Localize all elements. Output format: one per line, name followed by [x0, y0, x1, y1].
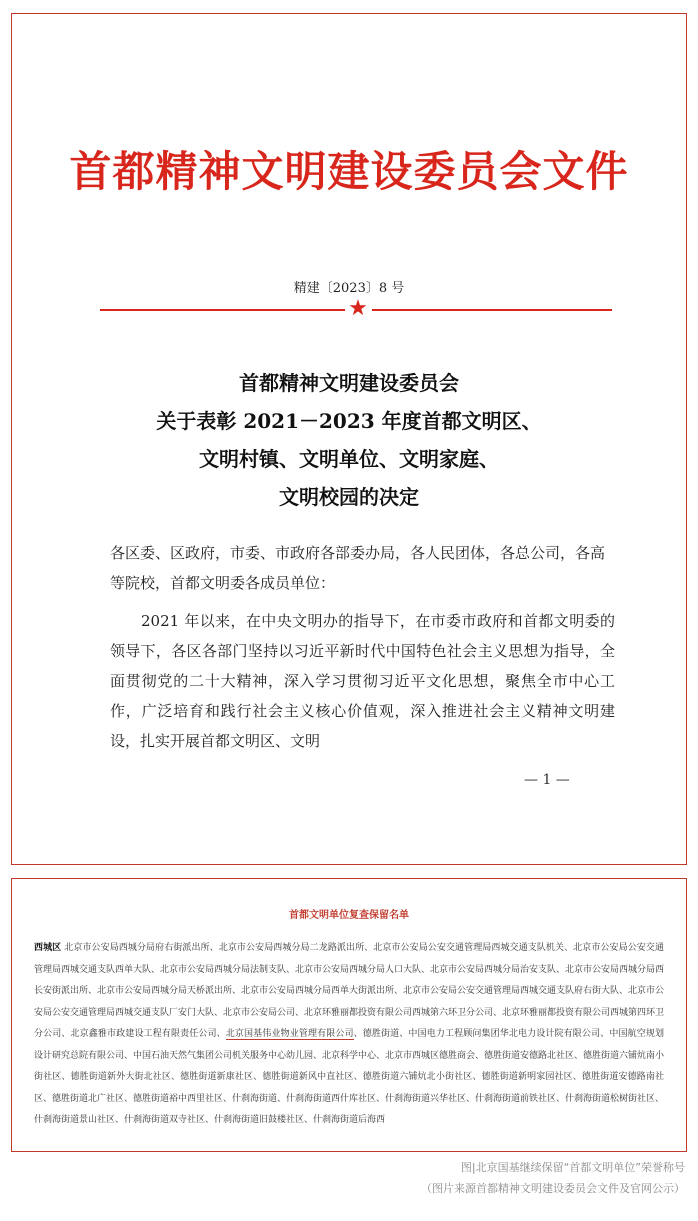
addressee-text: 各区委、区政府，市委、市政府各部委办局，各人民团体，各总公司，各高等院校，首都文明委各成员单位： [110, 544, 606, 592]
header-rule-right [372, 309, 612, 311]
decision-title-line: 首都精神文明建设委员会 [239, 371, 459, 395]
star-icon: ★ [348, 296, 368, 321]
honor-list-body [34, 938, 664, 1132]
highlighted-company: 北京国基伟业物业管理有限公司 [225, 1029, 354, 1039]
image-source-caption: （图片来源首都精神文明建设委员会文件及官网公示） [421, 1182, 685, 1195]
decision-title-line: 关于表彰 2021－2023 年度首都文明区、 [156, 409, 542, 433]
honor-list-title: 首都文明单位复查保留名单 [289, 910, 409, 921]
decision-title [12, 364, 686, 516]
honor-list-text: 北京市公安局西城分局府右街派出所、北京市公安局西城分局二龙路派出所、北京市公安局公安交通管理局西城交通支队机关、北京市公安局公安交通管理局西城交通支队西单大队、北京市公安局西城分局法制支队、北京市公安局西城分局人口大队、北京市公安局西城分局治安支队、北京市公安局西城分局西长安街派出所、北京市公安局西城分局天桥派出所、北京市公安局西城分局西单大街派出所、北京市公安局公安交通管理局西城交通支队府右街大队、北京市公安局公安交通管理局西城交通支队厂安门大队、北京市公安局公司、北京环雅丽都投资有限公司西城第六环卫分公司、北京环雅丽都投资有限公司西城第四环卫分公司、北京鑫雅市政建设工程有限责任公司、 [34, 943, 665, 1039]
page-number: — 1 — [524, 772, 570, 788]
document-header-title: 首都精神文明建设委员会文件 [69, 147, 629, 196]
decision-title-line: 文明村镇、文明单位、文明家庭、 [199, 447, 499, 471]
header-rule-left [100, 309, 345, 311]
body-paragraph: 2021 年以来，在中央文明办的指导下，在市委市政府和首都文明委的领导下，各区各部门坚持以习近平新时代中国特色社会主义思想为指导，全面贯彻党的二十大精神，深入学习贯彻习近平文化思想，聚焦全市中心工作，广泛培育和践行社会主义核心价值观，深入推进社会主义精神文明建设，扎实开展首都文明区、文明 [110, 612, 615, 750]
decision-title-line: 文明校园的决定 [279, 485, 419, 509]
honor-list-panel [11, 878, 687, 1152]
district-label: 西城区 [34, 943, 62, 953]
image-caption: 图|北京国基继续保留“首都文明单位”荣誉称号 [460, 1161, 685, 1174]
document-number: 精建〔2023〕8 号 [293, 281, 405, 296]
document-page [11, 13, 687, 865]
honor-list-text: 、德胜街道、中国电力工程顾问集团华北电力设计院有限公司、中国航空规划设计研究总院有限公司、中国石油天然气集团公司机关服务中心幼儿园、北京科学中心、北京市西城区德胜商会、德胜街道安德路北社区、德胜街道六铺炕南小街社区、德胜街道新外大街北社区、德胜街道新康社区、德胜街道新风中直社区、德胜街道六铺炕北小街社区、德胜街道新明家园社区、德胜街道安德路南社区、德胜街道北广社区、德胜街道裕中西里社区、什刹海街道、什刹海街道西什库社区、什刹海街道兴华社区、什刹海街道前铁社区、什刹海街道松树街社区、什刹海街道景山社区、什刹海街道双寺社区、什刹海街道旧鼓楼社区、什刹海街道后海西 [34, 1029, 665, 1125]
